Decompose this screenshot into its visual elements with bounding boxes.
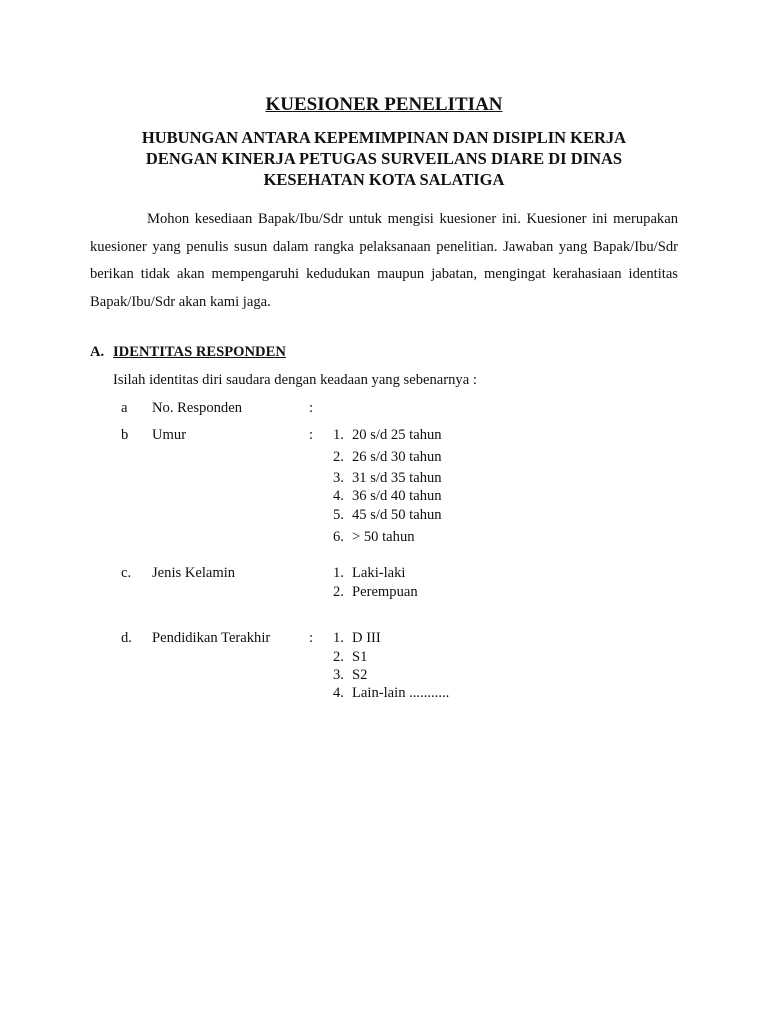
subtitle-line-2: DENGAN KINERJA PETUGAS SURVEILANS DIARE DI DINAS <box>145 149 623 168</box>
title-text: KUESIONER PENELITIAN <box>265 94 503 115</box>
section-a-letter: A. <box>90 344 105 360</box>
option-text: > 50 tahun <box>352 529 415 545</box>
page-title <box>0 94 768 116</box>
section-a-title: IDENTITAS RESPONDEN <box>113 344 286 360</box>
option-text: Perempuan <box>352 584 418 600</box>
subtitle-line-1: HUBUNGAN ANTARA KEPEMIMPINAN DAN DISIPLIN KERJA <box>141 128 627 147</box>
item-letter: d. <box>121 630 132 646</box>
option-text: D III <box>352 630 381 646</box>
option-number: 6. <box>333 529 344 545</box>
option-text: 20 s/d 25 tahun <box>352 427 442 443</box>
option-number: 5. <box>333 507 344 523</box>
item-colon: : <box>309 630 314 646</box>
option-number: 1. <box>333 630 344 646</box>
item-colon: : <box>309 400 314 416</box>
option-number: 2. <box>333 584 344 600</box>
item-colon: : <box>309 427 314 443</box>
option-text: Laki-laki <box>352 565 406 581</box>
intro-paragraph: Mohon kesediaan Bapak/Ibu/Sdr untuk mengisi kuesioner ini. Kuesioner ini merupakan kuesioner yang penulis susun dalam rangka pelaksanaan penelitian. Jawaban yang Bapak/Ibu/Sdr berikan tidak akan mempengaruhi kedudukan maupun jabatan, mengingat kerahasiaan identitas Bapak/Ibu/Sdr akan kami jaga. <box>90 211 678 310</box>
item-letter: a <box>121 400 128 416</box>
document-subtitle <box>100 127 668 190</box>
item-label: No. Responden <box>152 400 242 416</box>
option-text: 31 s/d 35 tahun <box>352 470 442 486</box>
option-text: 26 s/d 30 tahun <box>352 449 442 465</box>
option-number: 4. <box>333 685 344 701</box>
item-label: Jenis Kelamin <box>152 565 236 581</box>
item-label: Pendidikan Terakhir <box>152 630 271 646</box>
section-a-heading <box>90 344 286 361</box>
item-letter: b <box>121 427 129 443</box>
option-number: 3. <box>333 667 344 683</box>
section-a-instruction: Isilah identitas diri saudara dengan keadaan yang sebenarnya : <box>113 372 477 388</box>
option-text: 45 s/d 50 tahun <box>352 507 442 523</box>
option-number: 2. <box>333 449 344 465</box>
option-text: 36 s/d 40 tahun <box>352 488 442 504</box>
option-text: S1 <box>352 649 368 665</box>
option-number: 2. <box>333 649 344 665</box>
option-text: Lain-lain ........... <box>352 685 450 701</box>
item-letter: c. <box>121 565 132 581</box>
option-number: 1. <box>333 565 344 581</box>
option-number: 1. <box>333 427 344 443</box>
option-number: 3. <box>333 470 344 486</box>
item-label: Umur <box>152 427 187 443</box>
subtitle-line-3: KESEHATAN KOTA SALATIGA <box>263 170 505 189</box>
option-text: S2 <box>352 667 368 683</box>
option-number: 4. <box>333 488 344 504</box>
